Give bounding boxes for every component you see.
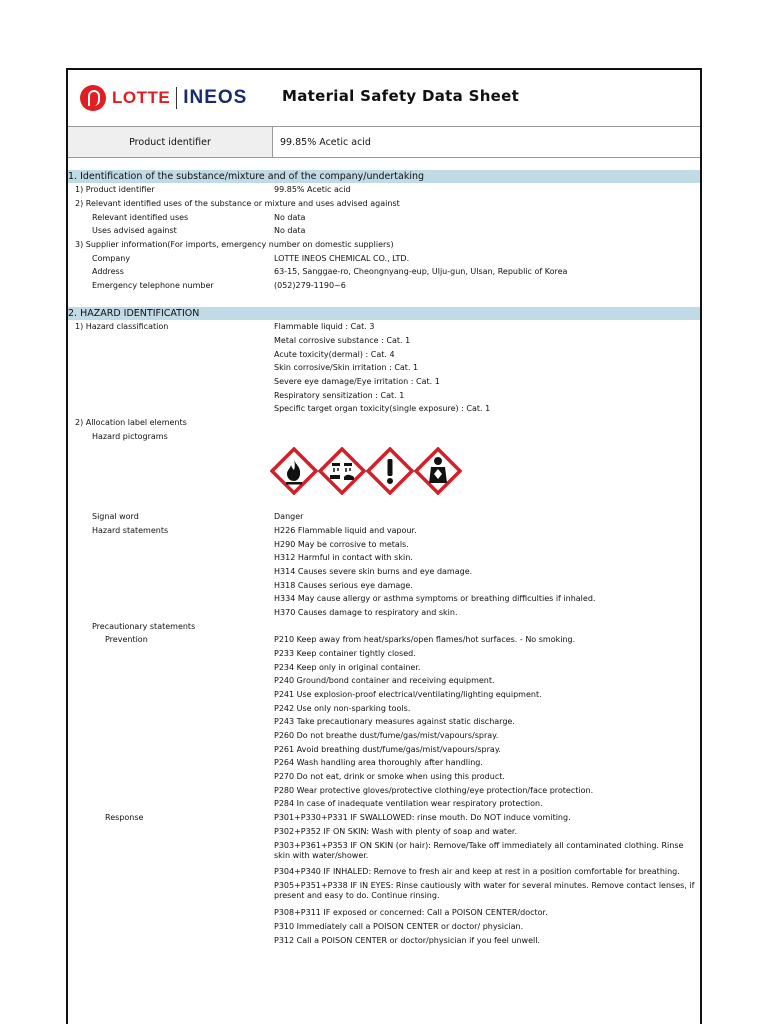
prevention-label: Prevention: [105, 635, 148, 644]
hazard-statement-1: H290 May be corrosive to metals.: [274, 540, 409, 549]
response-6: P310 Immediately call a POISON CENTER or doctor/ physician.: [274, 922, 524, 931]
s1-label-1: 2) Relevant identified uses of the substance or mixture and uses advised against: [75, 199, 400, 208]
lotte-logo-icon: [80, 85, 106, 111]
section-2-heading: 2. HAZARD IDENTIFICATION: [68, 307, 700, 320]
msds-sheet: [66, 68, 702, 1024]
hazard-pictograms-label: Hazard pictograms: [92, 432, 168, 441]
label-elements-label: 2) Allocation label elements: [75, 418, 187, 427]
prevention-6: P243 Take precautionary measures against static discharge.: [274, 717, 515, 726]
health-hazard-icon: [414, 447, 462, 495]
response-7: P312 Call a POISON CENTER or doctor/physician if you feel unwell.: [274, 936, 540, 945]
hazard-statement-4: H318 Causes serious eye damage.: [274, 581, 413, 590]
precautionary-statements-label: Precautionary statements: [92, 622, 196, 631]
flame-icon: [270, 447, 318, 495]
response-2: P303+P361+P353 IF ON SKIN (or hair): Remove/Take off immediately all contaminated clothing. Rinse skin with water/shower.: [274, 841, 684, 860]
s1-value-0: 99.85% Acetic acid: [274, 185, 351, 194]
s1-label-0: 1) Product identifier: [75, 185, 155, 194]
signal-word-value: Danger: [274, 512, 304, 521]
s1-label-6: Address: [92, 267, 124, 276]
s1-label-4: 3) Supplier information(For imports, emergency number on domestic suppliers): [75, 240, 394, 249]
prevention-2: P234 Keep only in original container.: [274, 663, 421, 672]
corrosion-icon: [318, 447, 366, 495]
prevention-3: P240 Ground/bond container and receiving equipment.: [274, 676, 495, 685]
s1-value-5: LOTTE INEOS CHEMICAL CO., LTD.: [274, 254, 410, 263]
section-1-heading: 1. Identification of the substance/mixture and of the company/undertaking: [68, 170, 700, 183]
prevention-8: P261 Avoid breathing dust/fume/gas/mist/vapours/spray.: [274, 745, 501, 754]
response-4: P305+P351+P338 IF IN EYES: Rinse cautiously with water for several minutes. Remove contact lenses, if present and easy to do. Continue rinsing.: [274, 881, 695, 900]
hazard-class-1: Metal corrosive substance : Cat. 1: [274, 336, 411, 345]
prevention-5: P242 Use only non-sparking tools.: [274, 704, 411, 713]
s1-label-3: Uses advised against: [92, 226, 177, 235]
signal-word-label: Signal word: [92, 512, 139, 521]
logo-ineos-text: INEOS: [183, 87, 248, 108]
response-3: P304+P340 IF INHALED: Remove to fresh air and keep at rest in a position comfortable for breathing.: [274, 867, 680, 876]
hazard-classification-label: 1) Hazard classification: [75, 322, 169, 331]
document-title: Material Safety Data Sheet: [282, 87, 520, 105]
hazard-statement-5: H334 May cause allergy or asthma symptoms or breathing difficulties if inhaled.: [274, 594, 596, 603]
s1-label-7: Emergency telephone number: [92, 281, 214, 290]
s1-value-6: 63-15, Sanggae-ro, Cheongnyang-eup, Ulju-gun, Ulsan, Republic of Korea: [274, 267, 568, 276]
response-5: P308+P311 IF exposed or concerned: Call a POISON CENTER/doctor.: [274, 908, 548, 917]
s1-label-2: Relevant identified uses: [92, 213, 189, 222]
response-1: P302+P352 IF ON SKIN: Wash with plenty of soap and water.: [274, 827, 518, 836]
company-logo: [80, 82, 247, 114]
response-0: P301+P330+P331 IF SWALLOWED: rinse mouth. Do NOT induce vomiting.: [274, 813, 571, 822]
product-identifier-row: [68, 126, 700, 158]
hazard-class-0: Flammable liquid : Cat. 3: [274, 322, 375, 331]
hazard-statement-3: H314 Causes severe skin burns and eye damage.: [274, 567, 473, 576]
product-identifier-value: 99.85% Acetic acid: [280, 136, 371, 148]
hazard-class-4: Severe eye damage/Eye irritation : Cat. 1: [274, 377, 440, 386]
prevention-7: P260 Do not breathe dust/fume/gas/mist/vapours/spray.: [274, 731, 499, 740]
logo-divider: [176, 87, 177, 109]
s1-value-2: No data: [274, 213, 306, 222]
hazard-statement-6: H370 Causes damage to respiratory and skin.: [274, 608, 458, 617]
prevention-12: P284 In case of inadequate ventilation wear respiratory protection.: [274, 799, 543, 808]
response-label: Response: [105, 813, 144, 822]
prevention-0: P210 Keep away from heat/sparks/open flames/hot surfaces. - No smoking.: [274, 635, 576, 644]
prevention-9: P264 Wash handling area thoroughly after handling.: [274, 758, 483, 767]
prevention-4: P241 Use explosion-proof electrical/ventilating/lighting equipment.: [274, 690, 542, 699]
hazard-statement-0: H226 Flammable liquid and vapour.: [274, 526, 417, 535]
prevention-1: P233 Keep container tightly closed.: [274, 649, 416, 658]
product-identifier-label: Product identifier: [68, 127, 273, 157]
hazard-class-3: Skin corrosive/Skin irritation : Cat. 1: [274, 363, 419, 372]
s1-label-5: Company: [92, 254, 131, 263]
s1-value-7: (052)279-1190~6: [274, 281, 346, 290]
logo-lotte-text: LOTTE: [112, 88, 171, 107]
hazard-class-5: Respiratory sensitization : Cat. 1: [274, 391, 405, 400]
prevention-10: P270 Do not eat, drink or smoke when using this product.: [274, 772, 505, 781]
exclamation-icon: [366, 447, 414, 495]
hazard-statement-2: H312 Harmful in contact with skin.: [274, 553, 413, 562]
s1-value-3: No data: [274, 226, 306, 235]
hazard-class-6: Specific target organ toxicity(single exposure) : Cat. 1: [274, 404, 491, 413]
document-header: [68, 70, 700, 126]
prevention-11: P280 Wear protective gloves/protective clothing/eye protection/face protection.: [274, 786, 594, 795]
hazard-class-2: Acute toxicity(dermal) : Cat. 4: [274, 350, 395, 359]
hazard-statements-label: Hazard statements: [92, 526, 169, 535]
